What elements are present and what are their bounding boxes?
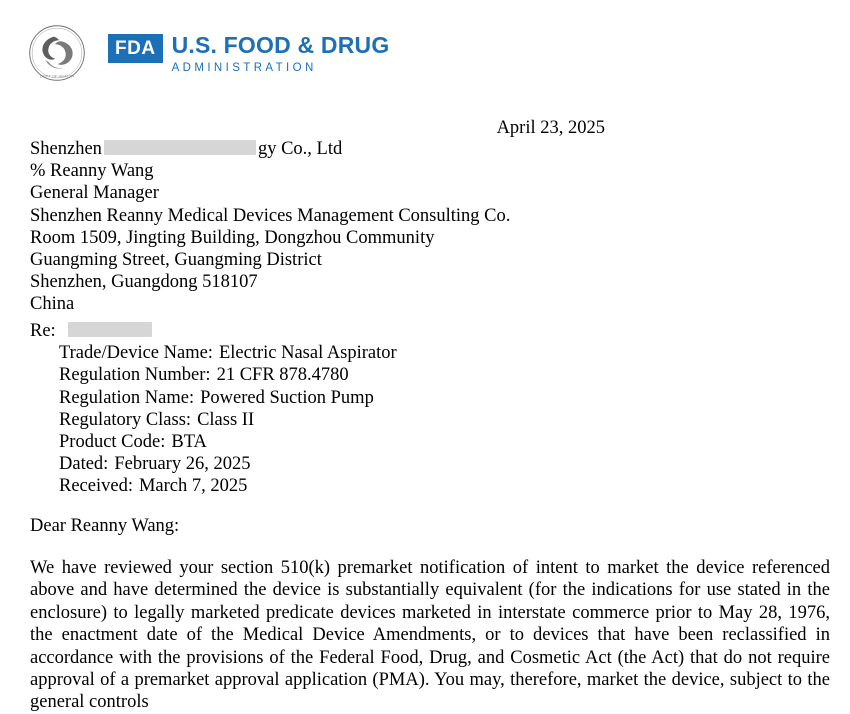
- hhs-seal-icon: [28, 24, 86, 82]
- re-details-list: [59, 342, 397, 497]
- re-item-value: February 26, 2025: [114, 454, 251, 475]
- redaction-bar-company: [104, 140, 256, 155]
- recipient-address-line-3: Shenzhen, Guangdong 518107: [30, 272, 258, 293]
- re-item-label: Regulatory Class:: [59, 409, 192, 430]
- re-item-value: BTA: [171, 432, 207, 453]
- svg-text:DEPT OF HEALTH: DEPT OF HEALTH: [39, 73, 75, 79]
- re-item-value: Powered Suction Pump: [200, 387, 374, 408]
- redaction-bar-k-number: [68, 322, 152, 337]
- letterhead: [28, 24, 389, 82]
- re-block: [30, 320, 397, 498]
- recipient-consulting-company: Shenzhen Reanny Medical Devices Management Consulting Co.: [30, 205, 511, 226]
- fda-logo-lockup: [108, 34, 389, 75]
- re-number-row: [30, 320, 397, 342]
- recipient-title: General Manager: [30, 183, 159, 204]
- re-item-trade-name: [59, 342, 397, 364]
- fda-wordmark: [172, 34, 390, 75]
- re-item-product-code: [59, 431, 397, 453]
- re-item-value: 21 CFR 878.4780: [216, 365, 349, 386]
- re-item-value: March 7, 2025: [138, 476, 248, 497]
- recipient-company-line: [30, 138, 510, 160]
- re-item-label: Regulation Name:: [59, 387, 195, 408]
- re-item-dated: [59, 453, 397, 475]
- re-item-label: Dated:: [59, 454, 109, 475]
- recipient-country: China: [30, 294, 75, 315]
- re-item-label: Trade/Device Name:: [59, 343, 213, 364]
- recipient-company-suffix: gy Co., Ltd: [257, 139, 343, 159]
- recipient-address-line-2: Guangming Street, Guangming District: [30, 250, 322, 271]
- re-item-regulatory-class: [59, 409, 397, 431]
- re-item-regulation-name: [59, 387, 397, 409]
- fda-badge: FDA: [108, 34, 163, 63]
- re-item-label: Received:: [59, 476, 133, 497]
- recipient-company-prefix: Shenzhen: [30, 139, 102, 159]
- agency-title: U.S. FOOD & DRUG: [171, 32, 390, 58]
- recipient-address-block: [30, 138, 510, 316]
- agency-subtitle: ADMINISTRATION: [171, 62, 317, 74]
- letter-date: April 23, 2025: [496, 118, 605, 138]
- body-paragraph: We have reviewed your section 510(k) premarket notification of intent to market the device referenced above and have determined the device is substantially equivalent (for the indications for use stated in the enclosure) to legally marketed predicate devices marketed in interstate commerce prior to May 28, 1976, the enactment date of the Medical Device Amendments, or to devices that have been reclassified in accordance with the provisions of the Federal Food, Drug, and Cosmetic Act (the Act) that do not require approval of a premarket approval application (PMA). You may, therefore, market the device, subject to the general controls: [30, 558, 830, 713]
- re-item-regulation-number: [59, 364, 397, 386]
- re-label: Re:: [30, 321, 56, 341]
- recipient-attention: % Reanny Wang: [30, 161, 154, 182]
- re-item-received: [59, 475, 397, 497]
- re-item-value: Electric Nasal Aspirator: [218, 343, 397, 364]
- re-item-label: Product Code:: [59, 432, 166, 453]
- re-item-value: Class II: [197, 409, 255, 430]
- re-item-label: Regulation Number:: [59, 365, 211, 386]
- recipient-address-line-1: Room 1509, Jingting Building, Dongzhou Community: [30, 227, 435, 248]
- salutation: Dear Reanny Wang:: [30, 516, 180, 536]
